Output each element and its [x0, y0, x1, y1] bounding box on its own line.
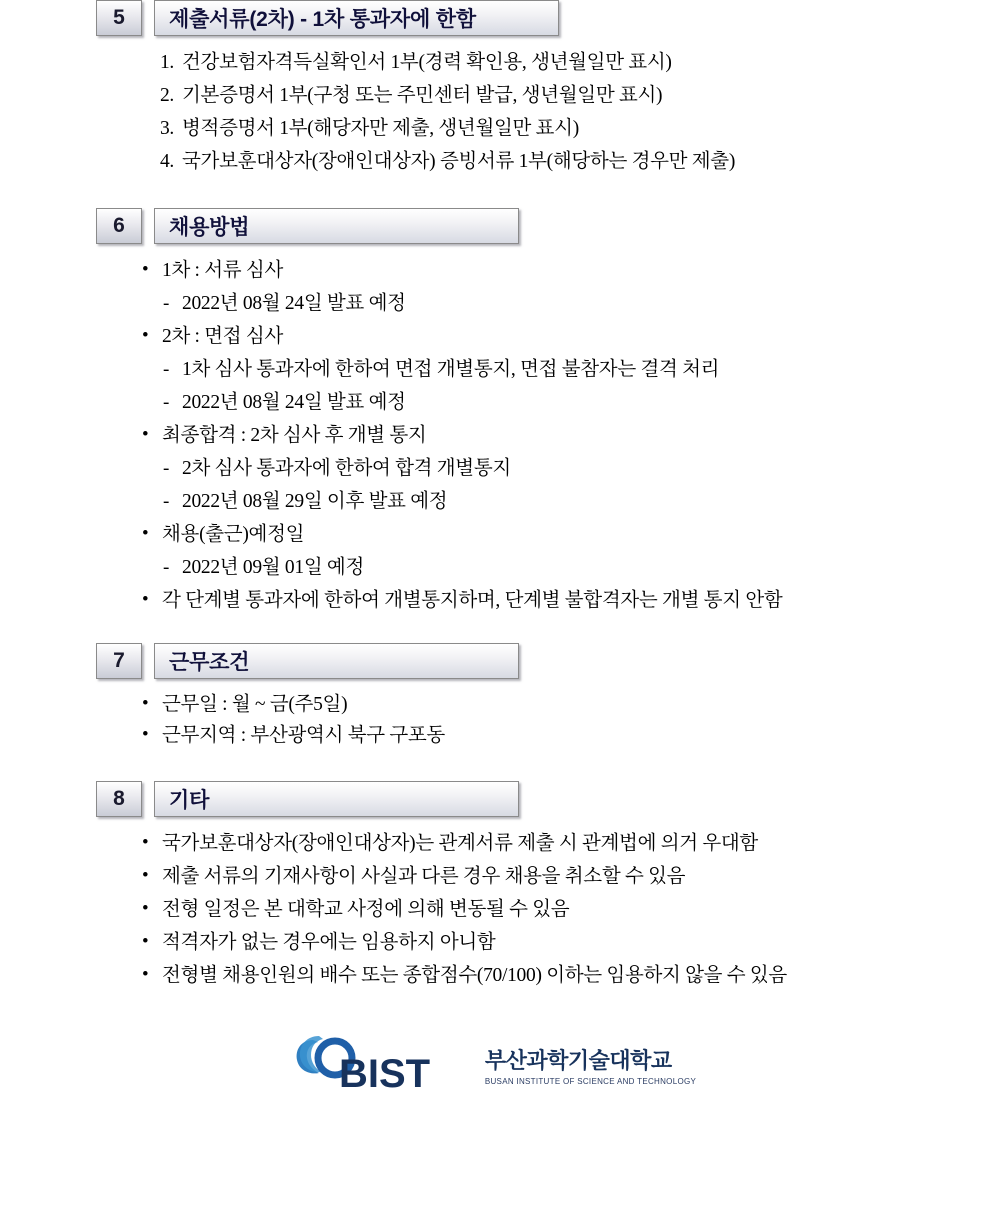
- section-5-title: 제출서류(2차) - 1차 통과자에 한함: [154, 0, 559, 36]
- list-item: [148, 145, 991, 178]
- list-item: - 1차 심사 통과자에 한하여 면접 개별통지, 면접 불참자는 결격 처리: [160, 353, 991, 386]
- list-item: • 국가보훈대상자(장애인대상자)는 관계서류 제출 시 관계법에 의거 우대함: [140, 827, 991, 860]
- section-5-list: [0, 46, 991, 178]
- list-item: - 2022년 08월 29일 이후 발표 예정: [160, 485, 991, 518]
- list-item: • 각 단계별 통과자에 한하여 개별통지하며, 단계별 불합격자는 개별 통지 안함: [140, 584, 991, 617]
- list-text: 국가보훈대상자(장애인대상자) 증빙서류 1부(해당하는 경우만 제출): [182, 151, 736, 172]
- list-item: • 근무지역 : 부산광역시 북구 구포동: [140, 720, 991, 751]
- section-8: [0, 781, 991, 992]
- list-item: • 근무일 : 월 ~ 금(주5일): [140, 689, 991, 720]
- section-6-header: [96, 208, 991, 244]
- section-6-number: 6: [96, 208, 142, 244]
- list-item: [148, 46, 991, 79]
- section-7-number: 7: [96, 643, 142, 679]
- section-7-list: [0, 689, 991, 751]
- list-item: • 1차 : 서류 심사: [140, 254, 991, 287]
- section-6-list: [0, 254, 991, 617]
- list-item: - 2022년 08월 24일 발표 예정: [160, 386, 991, 419]
- list-text: 기본증명서 1부(구청 또는 주민센터 발급, 생년월일만 표시): [182, 85, 663, 106]
- section-8-list: [0, 827, 991, 992]
- list-item: - 2차 심사 통과자에 한하여 합격 개별통지: [160, 452, 991, 485]
- svg-text:BIST: BIST: [338, 1052, 430, 1096]
- list-item: • 전형별 채용인원의 배수 또는 종합점수(70/100) 이하는 임용하지 않을 수 있음: [140, 959, 991, 992]
- logo-inner: [295, 1032, 696, 1102]
- list-marker: 2.: [159, 85, 174, 106]
- list-item: • 최종합격 : 2차 심사 후 개별 통지: [140, 419, 991, 452]
- list-text: 건강보험자격득실확인서 1부(경력 확인용, 생년월일만 표시): [182, 52, 672, 73]
- list-item: • 전형 일정은 본 대학교 사정에 의해 변동될 수 있음: [140, 893, 991, 926]
- section-6-title: 채용방법: [154, 208, 519, 244]
- section-7-title: 근무조건: [154, 643, 519, 679]
- section-8-header: [96, 781, 991, 817]
- section-8-title: 기타: [154, 781, 519, 817]
- university-logo: [0, 1032, 991, 1102]
- section-7: [0, 643, 991, 751]
- list-item: - 2022년 08월 24일 발표 예정: [160, 287, 991, 320]
- list-item: [148, 79, 991, 112]
- spacer: [0, 178, 991, 208]
- section-6: [0, 208, 991, 617]
- list-marker: 1.: [159, 52, 174, 73]
- section-7-header: [96, 643, 991, 679]
- section-5-header: [96, 0, 991, 36]
- list-marker: 4.: [159, 151, 174, 172]
- bist-wordmark-icon: [295, 1032, 475, 1102]
- list-text: 병적증명서 1부(해당자만 제출, 생년월일만 표시): [182, 118, 579, 139]
- list-item: • 채용(출근)예정일: [140, 518, 991, 551]
- section-5: [0, 0, 991, 178]
- list-marker: 3.: [159, 118, 174, 139]
- logo-text: [485, 1044, 696, 1090]
- spacer: [0, 617, 991, 643]
- section-5-number: 5: [96, 0, 142, 36]
- spacer: [0, 751, 991, 781]
- list-item: [148, 112, 991, 145]
- logo-name-kr: 부산과학기술대학교: [484, 1048, 672, 1073]
- list-item: • 제출 서류의 기재사항이 사실과 다른 경우 채용을 취소할 수 있음: [140, 860, 991, 893]
- list-item: • 2차 : 면접 심사: [140, 320, 991, 353]
- section-8-number: 8: [96, 781, 142, 817]
- list-item: • 적격자가 없는 경우에는 임용하지 아니함: [140, 926, 991, 959]
- list-item: - 2022년 09월 01일 예정: [160, 551, 991, 584]
- logo-name-en: BUSAN INSTITUTE OF SCIENCE AND TECHNOLOGY: [484, 1077, 697, 1086]
